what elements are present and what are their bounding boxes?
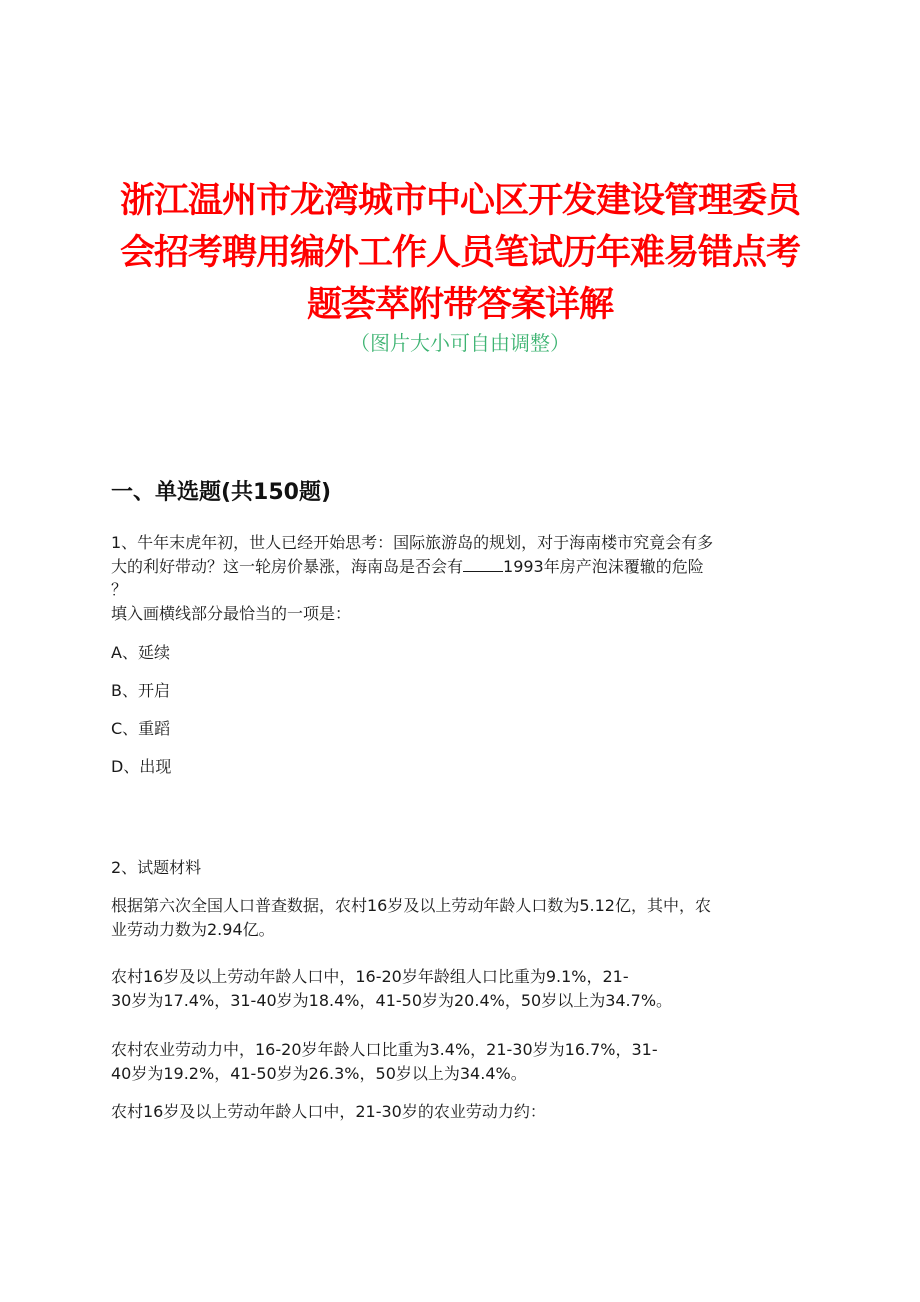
answer-blank	[463, 555, 503, 572]
q1-prompt: 填入画横线部分最恰当的一项是：	[111, 604, 352, 623]
q1-stem-line-2	[111, 555, 704, 579]
q1-option-c: C、重蹈	[111, 719, 171, 738]
q1-option-b: B、开启	[111, 681, 170, 700]
q1-stem-line-1: 1、牛年末虎年初，世人已经开始思考：国际旅游岛的规划，对于海南楼市究竟会有多	[111, 533, 714, 552]
q2-material-p3-line-1: 农村农业劳动力中，16-20岁年龄人口比重为3.4%，21-30岁为16.7%，31-	[111, 1040, 658, 1059]
q1-option-a: A、延续	[111, 643, 170, 662]
section-heading: 一、单选题(共150题)	[111, 480, 332, 505]
q2-material-p2-line-1: 农村16岁及以上劳动年龄人口中，16-20岁年龄组人口比重为9.1%，21-	[111, 967, 629, 986]
q2-question: 农村16岁及以上劳动年龄人口中，21-30岁的农业劳动力约：	[111, 1102, 546, 1121]
q2-material-p1-line-1: 根据第六次全国人口普查数据，农村16岁及以上劳动年龄人口数为5.12亿，其中，农	[111, 896, 711, 915]
document-subtitle: （图片大小可自由调整）	[350, 331, 570, 355]
title-line-2: 会招考聘用编外工作人员笔试历年难易错点考	[119, 233, 800, 273]
q1-stem-line-2-part-b: 1993年房产泡沫覆辙的危险	[503, 557, 704, 576]
title-line-1: 浙江温州市龙湾城市中心区开发建设管理委员	[119, 181, 800, 221]
q2-material-p3-line-2: 40岁为19.2%，41-50岁为26.3%，50岁以上为34.4%。	[111, 1064, 527, 1083]
q1-stem-line-2-part-a: 大的利好带动？这一轮房价暴涨，海南岛是否会有	[111, 557, 464, 576]
q1-option-d: D、出现	[111, 757, 172, 776]
document-title	[100, 175, 820, 331]
q2-material-p2-line-2: 30岁为17.4%，31-40岁为18.4%，41-50岁为20.4%，50岁以上为34.7%。	[111, 991, 673, 1010]
q2-material-p1-line-2: 业劳动力数为2.94亿。	[111, 920, 275, 939]
title-line-3: 题荟萃附带答案详解	[306, 285, 613, 325]
q1-stem-line-3: ？	[111, 580, 128, 599]
q2-header: 2、试题材料	[111, 858, 202, 877]
